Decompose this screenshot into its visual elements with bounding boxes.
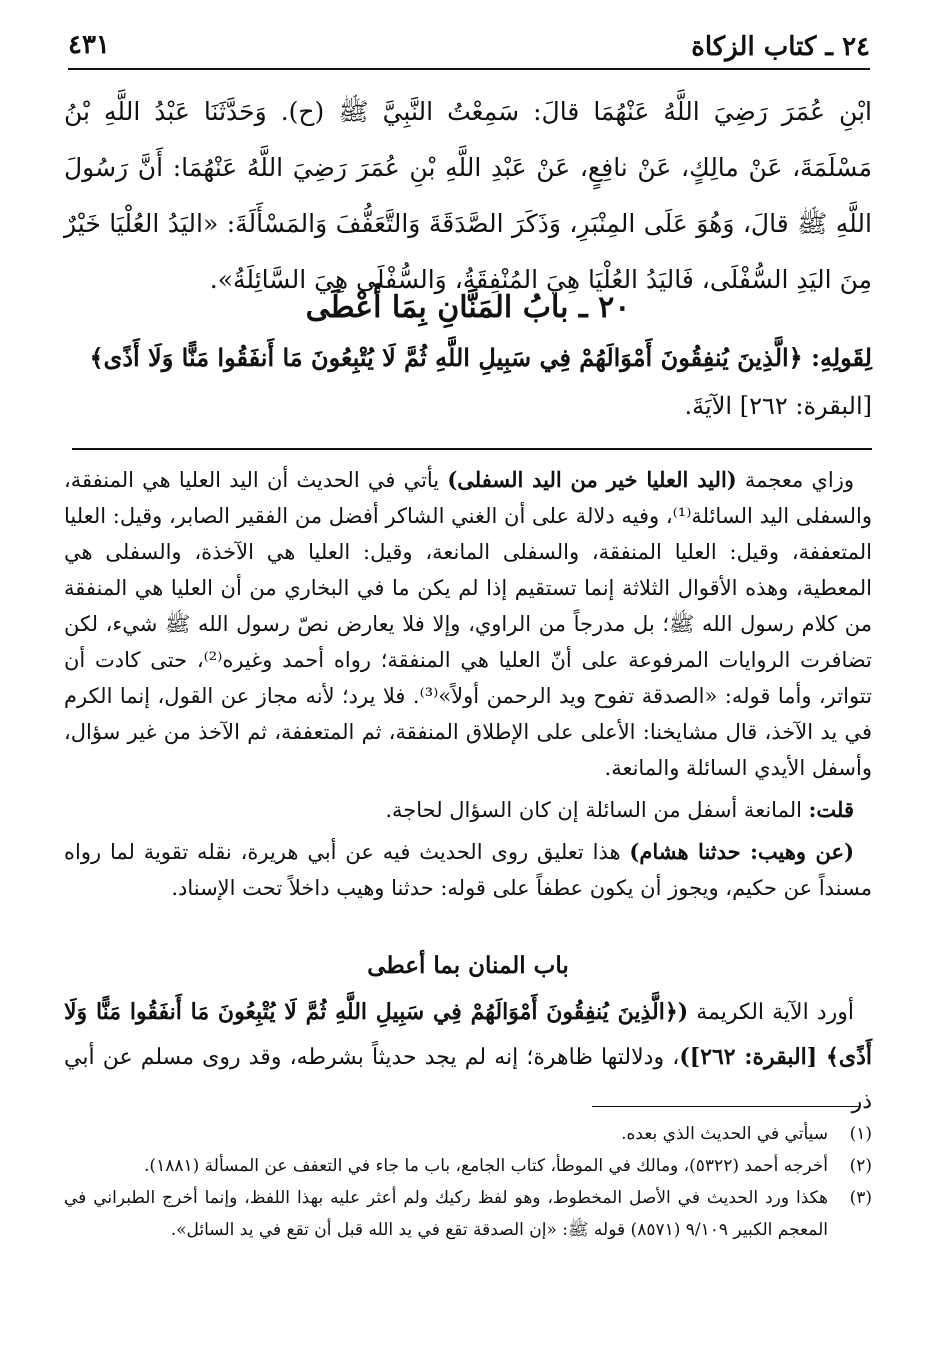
hadith-paragraph: ابْنِ عُمَرَ رَضِيَ اللَّهُ عَنْهُمَا قالَ: سَمِعْتُ النَّبِيَّ ﷺ (ح). وَحَدَّثَنَا عَبْدُ اللَّهِ بْنُ مَسْلَمَةَ، عَنْ مالِكٍ، عَنْ نافِعٍ، عَنْ عَبْدِ اللَّهِ بْنِ عُمَرَ رَضِيَ اللَّهُ عَنْهُمَا: أَنَّ رَسُولَ اللَّهِ ﷺ قالَ، وَهُوَ عَلَى المِنْبَرِ، وَذَكَرَ الصَّدَقَةَ وَالتَّعَفُّفَ وَالمَسْأَلَةَ: «اليَدُ العُلْيَا خَيْرٌ مِنَ اليَدِ السُّفْلَى، فَاليَدُ العُلْيَا هِيَ المُنْفِقَةُ، وَالسُّفْلَى هِيَ السَّائِلَةُ». [64,97,872,294]
footnote-number: (١) [849,1124,872,1144]
commentary-1-quote: (اليد العليا خير من اليد السفلى) [447,467,737,492]
commentary-2-verse: (﴿الَّذِينَ يُنفِقُونَ أَمْوَالَهُمْ فِي سَبِيلِ اللَّهِ ثُمَّ لَا يُتْبِعُونَ مَا أَنفَقُوا مَنًّا وَلَا أَذًى﴾ [البقرة: ٢٦٢]) [64,999,872,1070]
commentary-block [64,462,872,906]
page-header [68,28,870,70]
commentary-2-label: قلت: [808,797,854,822]
footnote [64,1150,872,1182]
page-number: ٤٣١ [68,30,110,60]
commentary-2-paragraph [64,990,872,1124]
footnote-text: سيأتي في الحديث الذي بعده. [621,1124,828,1144]
commentary-2-text: المانعة أسفل من السائلة إن كان السؤال لحاجة. [385,798,809,822]
commentary-3-text: هذا تعليق روى الحديث فيه عن أبي هريرة، نقله تقوية لما رواه مسنداً عن حكيم، ويجوز أن يكون عطفاً على قوله: حدثنا وهيب داخلاً تحت الإسناد. [64,840,872,900]
commentary-paragraph-2 [64,792,872,828]
footnote-number: (٢) [849,1156,872,1176]
commentary-sub-heading: باب المنان بما أعطى [367,952,569,979]
footnote-number: (٣) [849,1188,872,1208]
hadith-text-block [64,84,872,308]
commentary-2-lead: أورد الآية الكريمة [688,1000,854,1025]
commentary-2-rest: ، ودلالتها ظاهرة؛ إنه لم يجد حديثاً بشرطه، وقد روى مسلم عن أبي ذر [64,1045,872,1114]
commentary-3-quote: (عن وهيب: حدثنا هشام) [629,839,855,864]
commentary-1-lead: وزاي معجمة [736,468,854,492]
commentary-paragraph-1 [64,462,872,786]
commentary-separator [72,448,872,450]
commentary-2-block [64,990,872,1124]
footnotes-block [64,1118,872,1246]
bab-verse-reference: [البقرة: ٢٦٢] الآيَةَ. [684,392,872,420]
footnote [64,1182,872,1246]
footnote-separator [592,1106,860,1107]
bab-title: ٢٠ ـ بابُ المَنَّانِ بِمَا أَعْطَى [305,290,631,325]
bab-verse-block [64,334,872,430]
commentary-1-text: يأتي في الحديث أن اليد العليا هي المنفقة، والسفلى اليد السائلة⁽¹⁾، وفيه دلالة على أن الغني الشاكر أفضل من الفقير الصابر، وقيل: العليا المتعففة، وقيل: العليا المنفقة، والسفلى المانعة، وقيل: العليا هي الآخذة، والسفلى هي المعطية، وهذه الأقوال الثلاثة إنما تستقيم إذا لم يكن ما في البخاري من أن العليا هي المنفقة من كلام رسول الله ﷺ؛ بل مدرجاً من الراوي، وإلا فلا يعارض نصّ رسول الله ﷺ شيء، لكن تضافرت الروايات المرفوعة على أنّ العليا هي المنفقة؛ رواه أحمد وغيره⁽²⁾، حتى كادت أن تتواتر، وأما قوله: «الصدقة تفوح ويد الرحمن أولاً»⁽³⁾. فلا يرد؛ لأنه مجاز عن القول، إنما الكرم في يد الآخذ، قال مشايخنا: الأعلى على الإطلاق المنفقة، ثم المتعففة، ثم الآخذ من غير سؤال، وأسفل الأيدي السائلة والمانعة. [64,468,872,780]
footnote-text: هكذا ورد الحديث في الأصل المخطوط، وهو لفظ ركيك ولم أعثر عليه بهذا اللفظ، وإنما أخرج الطبراني في المعجم الكبير ٩/١٠٩ (٨٥٧١) قوله ﷺ: «إن الصدقة تقع في يد الله قبل أن تقع في يد السائل». [64,1188,828,1240]
bab-verse-line: لِقَولِهِ: ﴿الَّذِينَ يُنفِقُونَ أَمْوَالَهُمْ فِي سَبِيلِ اللَّهِ ثُمَّ لَا يُتْبِعُونَ مَا أَنفَقُوا مَنًّا وَلَا أَذًى﴾ [89,343,872,372]
commentary-paragraph-3 [64,834,872,906]
footnote [64,1118,872,1150]
footnote-text: أخرجه أحمد (٥٣٢٢)، ومالك في الموطأ، كتاب الجامع، باب ما جاء في التعفف عن المسألة (١٨٨١). [144,1156,828,1176]
chapter-title: ٢٤ ـ كتاب الزكاة [691,32,870,62]
